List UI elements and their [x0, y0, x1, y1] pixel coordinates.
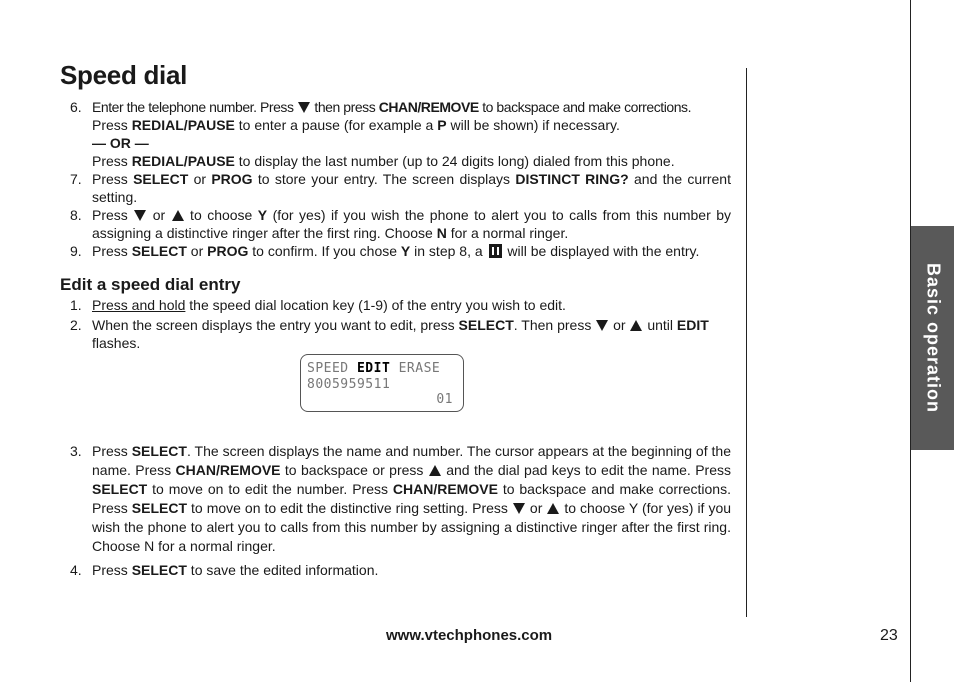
down-arrow-icon	[513, 503, 525, 514]
step-number: 1.	[70, 297, 82, 313]
section-heading: Edit a speed dial entry	[60, 275, 241, 294]
footer-url: www.vtechphones.com	[386, 627, 553, 644]
lcd-slot: 01	[436, 392, 453, 407]
step-6-line-2: Press REDIAL/PAUSE to enter a pause (for example a P will be shown) if necessary.	[92, 117, 620, 133]
page-title: Speed dial	[60, 60, 188, 90]
step-6-line-4: Press REDIAL/PAUSE to display the last number (up to 24 digits long) dialed from this phone.	[92, 153, 675, 169]
instructions	[60, 98, 731, 579]
column-divider	[746, 68, 747, 617]
up-arrow-icon	[547, 503, 559, 514]
distinctive-ring-icon	[489, 244, 502, 258]
step-8: 8. Press or to choose Y (for yes) if you wish the phone to alert you to calls from this number by assigning a distinctive ringer after the first ring. Choose N for a normal ringer.	[70, 207, 731, 241]
step-number: 9.	[70, 243, 82, 259]
down-arrow-icon	[134, 210, 146, 221]
lcd-option-edit: EDIT	[356, 361, 391, 376]
or-divider: — OR —	[92, 135, 149, 151]
edit-step-2: 2. When the screen displays the entry you want to edit, press SELECT. Then press or until EDIT flashes.	[70, 317, 709, 351]
section-tab-label: Basic operation	[923, 262, 943, 414]
lcd-option-speed: SPEED	[307, 361, 349, 376]
step-number: 4.	[70, 562, 82, 578]
lcd-number: 8005959511	[307, 377, 391, 392]
edit-step-1: 1. Press and hold the speed dial location key (1-9) of the entry you wish to edit.	[70, 297, 566, 313]
step-number: 2.	[70, 317, 82, 333]
step-7: 7. Press SELECT or PROG to store your entry. The screen displays DISTINCT RING? and the current setting.	[70, 171, 731, 205]
section-tab	[911, 226, 954, 450]
up-arrow-icon	[172, 210, 184, 221]
step-number: 6.	[70, 99, 82, 115]
step-6	[60, 98, 731, 170]
lcd-screen	[300, 354, 464, 412]
step-number: 8.	[70, 207, 82, 223]
step-number: 7.	[70, 171, 82, 187]
up-arrow-icon	[630, 320, 642, 331]
step-6-line-1: Enter the telephone number. Press then press CHAN/REMOVE to backspace and make corrections.	[92, 99, 692, 115]
edit-step-3: 3. Press SELECT. The screen displays the name and number. The cursor appears at the beginning of the name. Press CHAN/REMOVE to backspace or press and the dial pad keys to edit the name. Press SELECT to move on to edit the number. Press CHAN/REMOVE to backspace and make corrections. Press SELECT to move on to edit the distinctive ring setting. Press or to choose Y (for yes) if you wish the phone to alert you to calls from this number by assigning a distinctive ringer after the first ring. Choose N for a normal ringer.	[70, 443, 732, 554]
edit-step-4: 4. Press SELECT to save the edited information.	[70, 562, 379, 578]
down-arrow-icon	[298, 102, 310, 113]
step-9: 9. Press SELECT or PROG to confirm. If you chose Y in step 8, a will be displayed with the entry.	[70, 243, 700, 259]
lcd-option-erase: ERASE	[398, 361, 441, 376]
up-arrow-icon	[429, 465, 441, 476]
down-arrow-icon	[596, 320, 608, 331]
page-number: 23	[880, 627, 898, 644]
step-number: 3.	[70, 443, 82, 459]
